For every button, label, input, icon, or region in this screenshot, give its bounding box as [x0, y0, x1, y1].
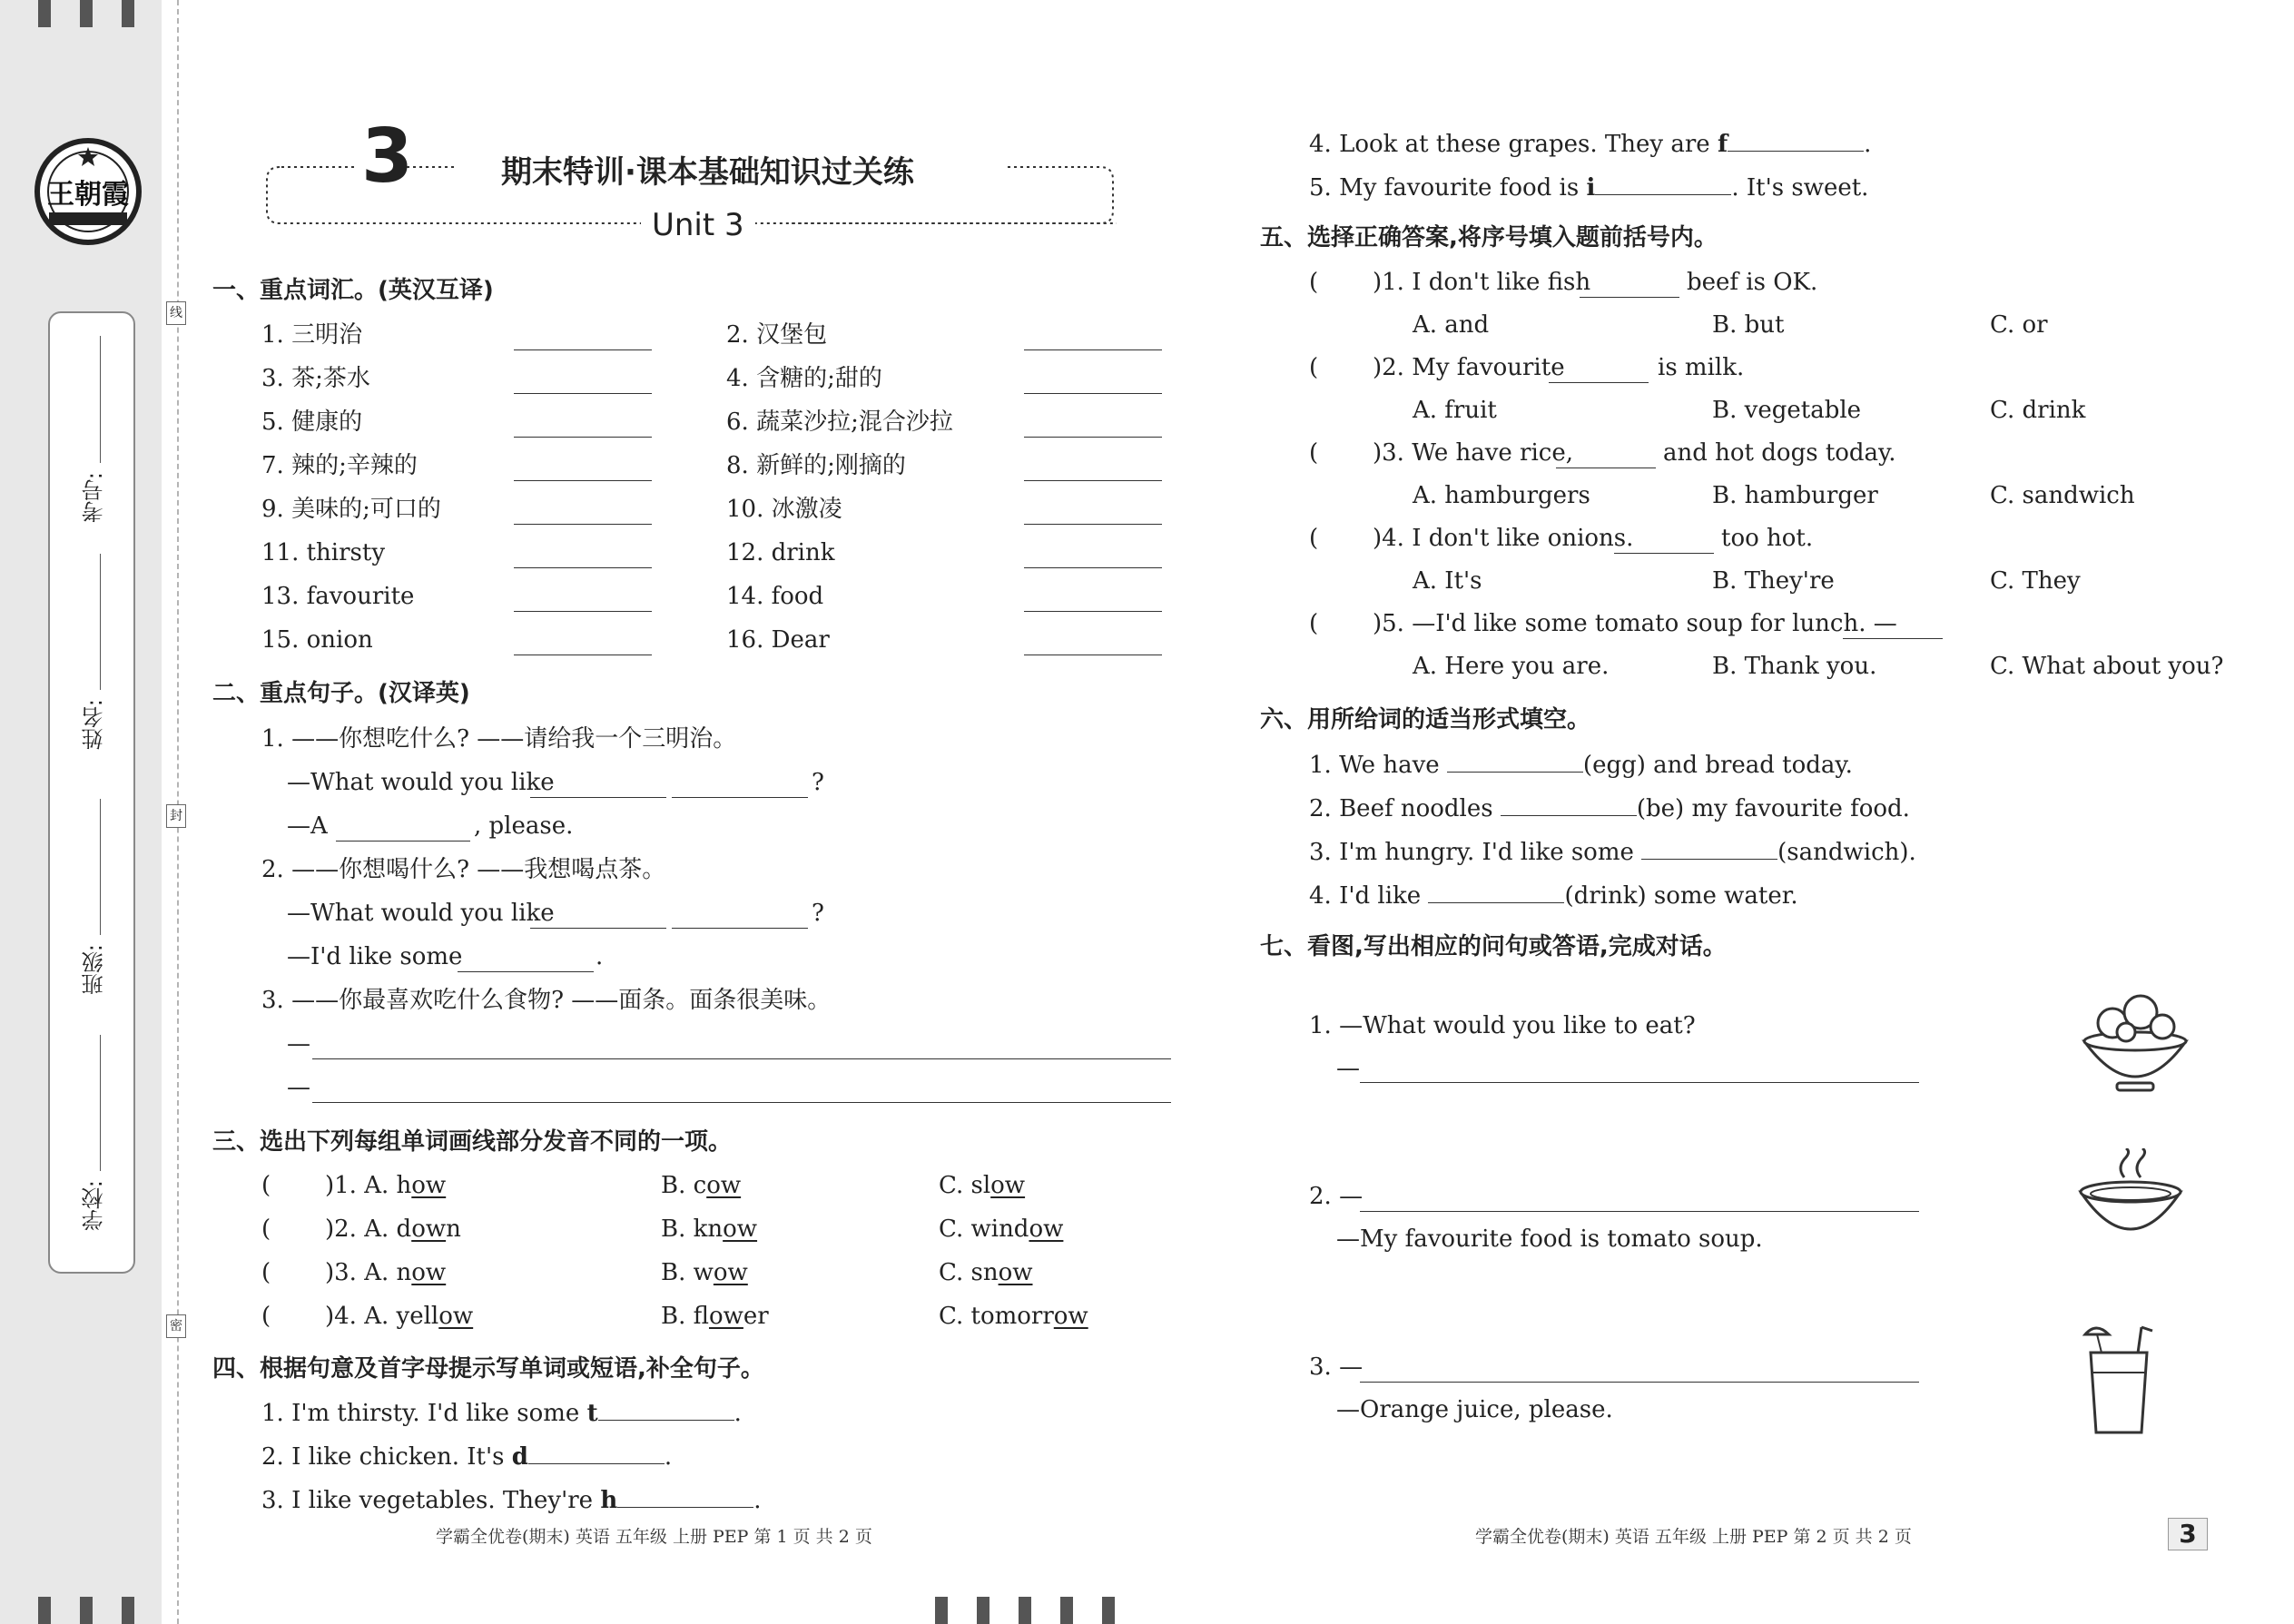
underlined-part: ow	[998, 1259, 1033, 1286]
period: .	[733, 1400, 742, 1427]
answer-blank[interactable]	[617, 1486, 753, 1508]
sentence-line: , please.	[474, 812, 574, 840]
hint-letter: f	[1717, 131, 1728, 158]
answer-blank[interactable]	[514, 524, 652, 525]
phonics-option-a[interactable]	[325, 1172, 446, 1199]
dialog-line: 1. —What would you like to eat?	[1309, 1012, 1696, 1039]
mc-question: )5. —I'd like some tomato soup for lunch. —	[1373, 610, 1897, 637]
option-text: er	[743, 1303, 769, 1330]
phonics-option-b[interactable]	[661, 1216, 757, 1243]
underlined-part: ow	[706, 1172, 742, 1199]
mc-option-c[interactable]: C. sandwich	[1990, 482, 2135, 509]
sentence-prompt: 1. ——你想吃什么? ——请给我一个三明治。	[261, 725, 737, 753]
seal-mark: 密	[166, 1314, 186, 1338]
answer-paren[interactable]: (	[261, 1259, 271, 1286]
answer-blank[interactable]	[1024, 437, 1162, 438]
vocab-item: 15. onion	[261, 626, 373, 654]
phonics-option-b[interactable]	[661, 1303, 769, 1330]
logo-graphic	[40, 143, 136, 240]
answer-blank[interactable]	[1024, 567, 1162, 568]
unit-number: 3	[361, 113, 414, 200]
fill-sentence	[261, 1486, 761, 1514]
sentence-prompt: 3. ——你最喜欢吃什么食物? ——面条。面条很美味。	[261, 987, 832, 1014]
registration-bar	[977, 1597, 989, 1624]
underlined-part: ow	[1053, 1303, 1088, 1330]
answer-blank[interactable]	[1580, 297, 1679, 298]
mc-question: is milk.	[1658, 354, 1745, 381]
section-3-title: 三、选出下列每组单词画线部分发音不同的一项。	[212, 1128, 733, 1156]
answer-paren[interactable]: (	[1309, 610, 1319, 637]
answer-paren[interactable]: (	[1309, 269, 1319, 296]
answer-blank[interactable]	[1614, 553, 1714, 554]
option-text: )1. A.	[325, 1172, 397, 1199]
dash: —	[287, 1030, 310, 1058]
answer-blank[interactable]	[1843, 638, 1943, 639]
mc-option-b[interactable]: B. but	[1712, 311, 1785, 339]
dialog-line: —My favourite food is tomato soup.	[1336, 1225, 1763, 1253]
vocab-item: 6. 蔬菜沙拉;混合沙拉	[726, 408, 953, 436]
sentence-line: —I'd like some	[287, 943, 463, 970]
mc-question: too hot.	[1721, 525, 1814, 552]
mc-option-b[interactable]: B. They're	[1712, 567, 1835, 595]
registration-bar	[38, 0, 51, 27]
question-mark: ?	[812, 900, 824, 927]
answer-line[interactable]	[1360, 1382, 1919, 1383]
vocab-item: 14. food	[726, 583, 824, 610]
mc-question: )3. We have rice,	[1373, 439, 1574, 467]
sentence-text: 3. I like vegetables. They're	[261, 1487, 601, 1514]
salad-bowl-illustration	[2072, 976, 2199, 1094]
option-text: yell	[396, 1303, 439, 1330]
unit-subtitle: Unit 3	[641, 207, 755, 243]
option-text: )3. A.	[325, 1259, 397, 1286]
footer-left: 学霸全优卷(期末) 英语 五年级 上册 PEP 第 1 页 共 2 页	[436, 1527, 872, 1547]
underlined-part: ow	[411, 1172, 447, 1199]
answer-blank[interactable]	[1024, 393, 1162, 394]
vocab-item: 7. 辣的;辛辣的	[261, 452, 418, 479]
answer-blank[interactable]	[458, 971, 594, 972]
mc-question: )4. I don't like onions.	[1373, 525, 1634, 552]
answer-blank[interactable]	[514, 567, 652, 568]
mc-option-a[interactable]: A. fruit	[1413, 397, 1497, 424]
sentence-text: 2. I like chicken. It's	[261, 1443, 512, 1471]
answer-blank[interactable]	[1728, 130, 1864, 152]
answer-blank[interactable]	[672, 797, 808, 798]
option-text: B. w	[661, 1259, 714, 1286]
question-mark: ?	[812, 769, 824, 796]
option-text: d	[396, 1216, 412, 1243]
fill-sentence	[261, 1442, 672, 1471]
mc-option-b[interactable]: B. Thank you.	[1712, 653, 1877, 680]
vocab-item: 9. 美味的;可口的	[261, 496, 441, 523]
answer-blank[interactable]	[1447, 751, 1583, 773]
phonics-option-b[interactable]	[661, 1259, 748, 1286]
registration-bar	[1102, 1597, 1115, 1624]
option-text: )2. A.	[325, 1216, 397, 1243]
registration-bar	[80, 0, 93, 27]
option-text: C. wind	[939, 1216, 1029, 1243]
fill-sentence	[1309, 751, 1853, 779]
period: .	[596, 943, 604, 970]
mc-question: and hot dogs today.	[1663, 439, 1896, 467]
sentence-text: 1. I'm thirsty. I'd like some	[261, 1400, 587, 1427]
vocab-item: 10. 冰激凌	[726, 496, 842, 523]
name-label: 姓名:	[82, 699, 107, 751]
sentence-prompt: 2. ——你想喝什么? ——我想喝点茶。	[261, 856, 666, 883]
answer-blank[interactable]	[514, 349, 652, 350]
section-4-title: 四、根据句意及首字母提示写单词或短语,补全句子。	[212, 1355, 764, 1383]
period: .	[664, 1443, 673, 1471]
page-title: 期末特训·课本基础知识过关练	[501, 154, 914, 191]
mc-question: )1. I don't like fish	[1373, 269, 1591, 296]
sentence-text: (sandwich).	[1777, 839, 1916, 866]
vocab-item: 1. 三明治	[261, 321, 363, 349]
hint-letter: t	[586, 1400, 598, 1427]
option-text: C. sn	[939, 1259, 999, 1286]
sentence-text: 3. I'm hungry. I'd like some	[1309, 839, 1634, 866]
answer-paren[interactable]: (	[1309, 354, 1319, 381]
hint-letter: d	[511, 1443, 528, 1471]
mc-option-b[interactable]: B. hamburger	[1712, 482, 1878, 509]
underlined-part: ow	[723, 1216, 758, 1243]
vocab-item: 13. favourite	[261, 583, 415, 610]
mc-option-c[interactable]: C. They	[1990, 567, 2081, 595]
school-label: 学校:	[82, 1180, 107, 1232]
school-field[interactable]	[100, 1035, 101, 1171]
fill-sentence	[261, 1399, 742, 1427]
mc-option-c[interactable]: C. What about you?	[1990, 653, 2224, 680]
footer-right: 学霸全优卷(期末) 英语 五年级 上册 PEP 第 2 页 共 2 页	[1475, 1527, 1912, 1547]
vocab-item: 8. 新鲜的;刚摘的	[726, 452, 906, 479]
answer-blank[interactable]	[336, 841, 470, 842]
vocab-item: 11. thirsty	[261, 539, 386, 566]
answer-blank[interactable]	[1641, 838, 1777, 860]
registration-bar	[935, 1597, 948, 1624]
mc-option-c[interactable]: C. drink	[1990, 397, 2086, 424]
answer-line[interactable]	[312, 1102, 1171, 1103]
mc-option-c[interactable]: C. or	[1990, 311, 2048, 339]
mc-option-a[interactable]: A. and	[1413, 311, 1490, 339]
sentence-text: . It's sweet.	[1731, 174, 1869, 202]
answer-blank[interactable]	[1024, 349, 1162, 350]
sentence-text: (egg) and bread today.	[1582, 752, 1853, 779]
vocab-item: 16. Dear	[726, 626, 830, 654]
hint-letter: i	[1586, 174, 1596, 202]
option-text: B. c	[661, 1172, 707, 1199]
juice-glass-illustration	[2074, 1325, 2165, 1439]
dialog-line: 3. —	[1309, 1353, 1364, 1381]
class-field[interactable]	[100, 799, 101, 935]
fill-sentence	[1309, 881, 1798, 910]
option-text: n	[396, 1259, 412, 1286]
underlined-part: ow	[411, 1259, 447, 1286]
underlined-part: ow	[713, 1259, 748, 1286]
phonics-option-c[interactable]	[939, 1303, 1088, 1330]
sentence-line: —A	[287, 812, 328, 840]
section-5-title: 五、选择正确答案,将序号填入题前括号内。	[1260, 224, 1718, 251]
class-label: 班级:	[82, 944, 107, 996]
exam-number-label: 考号:	[82, 472, 107, 524]
page-number: 3	[2168, 1518, 2208, 1550]
answer-blank[interactable]	[1024, 480, 1162, 481]
sentence-text: 5. My favourite food is	[1309, 174, 1587, 202]
seal-mark: 封	[166, 804, 186, 828]
svg-text:王朝霞: 王朝霞	[47, 179, 129, 211]
answer-paren[interactable]: (	[261, 1172, 271, 1199]
answer-blank[interactable]	[514, 480, 652, 481]
name-field[interactable]	[100, 554, 101, 690]
answer-blank[interactable]	[1024, 524, 1162, 525]
dialog-line: —Orange juice, please.	[1336, 1396, 1613, 1423]
sentence-text: 4. Look at these grapes. They are	[1309, 131, 1718, 158]
answer-blank[interactable]	[672, 928, 808, 929]
answer-blank[interactable]	[530, 928, 666, 929]
answer-line[interactable]	[1360, 1082, 1919, 1083]
fill-sentence	[1309, 838, 1916, 866]
sentence-text: 2. Beef noodles	[1309, 795, 1493, 822]
answer-line[interactable]	[1360, 1211, 1919, 1212]
answer-blank[interactable]	[514, 611, 652, 612]
option-text: B. kn	[661, 1216, 724, 1243]
fill-sentence	[1309, 173, 1868, 202]
underlined-part: ow	[990, 1172, 1026, 1199]
seal-mark: 线	[166, 301, 186, 325]
answer-blank[interactable]	[598, 1399, 734, 1421]
answer-paren[interactable]: (	[1309, 439, 1319, 467]
answer-blank[interactable]	[514, 393, 652, 394]
dash: —	[287, 1074, 310, 1101]
section-2-title: 二、重点句子。(汉译英)	[212, 680, 470, 707]
mc-option-a[interactable]: A. hamburgers	[1413, 482, 1590, 509]
option-text: C. tomorr	[939, 1303, 1054, 1330]
phonics-option-c[interactable]	[939, 1216, 1063, 1243]
option-text: C. sl	[939, 1172, 991, 1199]
phonics-option-a[interactable]	[325, 1216, 461, 1243]
dash: —	[1336, 1055, 1360, 1082]
answer-paren[interactable]: (	[261, 1216, 271, 1243]
sentence-text: 4. I'd like	[1309, 882, 1422, 910]
sentence-text: (drink) some water.	[1564, 882, 1798, 910]
mc-option-a[interactable]: A. It's	[1413, 567, 1482, 595]
answer-blank[interactable]	[1549, 382, 1649, 383]
answer-paren[interactable]: (	[1309, 525, 1319, 552]
underlined-part: ow	[438, 1303, 474, 1330]
answer-blank[interactable]	[1595, 173, 1731, 195]
phonics-option-b[interactable]	[661, 1172, 741, 1199]
registration-bar	[122, 1597, 134, 1624]
sentence-line: —What would you like	[287, 769, 555, 796]
sentence-line: —What would you like	[287, 900, 555, 927]
option-text: )4. A.	[325, 1303, 397, 1330]
phonics-option-c[interactable]	[939, 1259, 1033, 1286]
answer-blank[interactable]	[528, 1442, 665, 1464]
registration-bar	[1060, 1597, 1073, 1624]
vocab-item: 12. drink	[726, 539, 835, 566]
answer-blank[interactable]	[1428, 881, 1564, 903]
underlined-part: ow	[1029, 1216, 1064, 1243]
answer-blank[interactable]	[530, 797, 666, 798]
soup-bowl-illustration	[2072, 1148, 2190, 1253]
student-info-box	[48, 311, 135, 1274]
registration-bar	[1019, 1597, 1031, 1624]
mc-question: )2. My favourite	[1373, 354, 1565, 381]
answer-blank[interactable]	[1024, 611, 1162, 612]
mc-option-b[interactable]: B. vegetable	[1712, 397, 1862, 424]
dialog-line: 2. —	[1309, 1183, 1364, 1210]
section-7-title: 七、看图,写出相应的问句或答语,完成对话。	[1260, 933, 1727, 960]
registration-bar	[80, 1597, 93, 1624]
section-1-title: 一、重点词汇。(英汉互译)	[212, 277, 494, 304]
fill-sentence	[1309, 794, 1910, 822]
registration-bar	[122, 0, 134, 27]
answer-line[interactable]	[312, 1058, 1171, 1059]
registration-bar	[38, 1597, 51, 1624]
vocab-item: 3. 茶;茶水	[261, 365, 370, 392]
hint-letter: h	[600, 1487, 618, 1514]
sentence-text: 1. We have	[1309, 752, 1440, 779]
option-text: n	[446, 1216, 461, 1243]
answer-blank[interactable]	[514, 437, 652, 438]
exam-number-field[interactable]	[100, 336, 101, 463]
mc-question: beef is OK.	[1687, 269, 1818, 296]
phonics-option-c[interactable]	[939, 1172, 1025, 1199]
underlined-part: ow	[411, 1216, 447, 1243]
answer-paren[interactable]: (	[261, 1303, 271, 1330]
vocab-item: 2. 汉堡包	[726, 321, 828, 349]
option-text: B. fl	[661, 1303, 709, 1330]
vocab-item: 4. 含糖的;甜的	[726, 365, 882, 392]
sentence-text: (be) my favourite food.	[1636, 795, 1910, 822]
period: .	[753, 1487, 762, 1514]
period: .	[1864, 131, 1872, 158]
section-6-title: 六、用所给词的适当形式填空。	[1260, 706, 1591, 733]
underlined-part: ow	[708, 1303, 743, 1330]
phonics-option-a[interactable]	[325, 1259, 446, 1286]
option-text: h	[396, 1172, 412, 1199]
brand-logo	[34, 138, 142, 245]
fill-sentence	[1309, 130, 1871, 158]
mc-option-a[interactable]: A. Here you are.	[1413, 653, 1610, 680]
vocab-item: 5. 健康的	[261, 408, 363, 436]
answer-blank[interactable]	[1501, 794, 1637, 816]
phonics-option-a[interactable]	[325, 1303, 473, 1330]
